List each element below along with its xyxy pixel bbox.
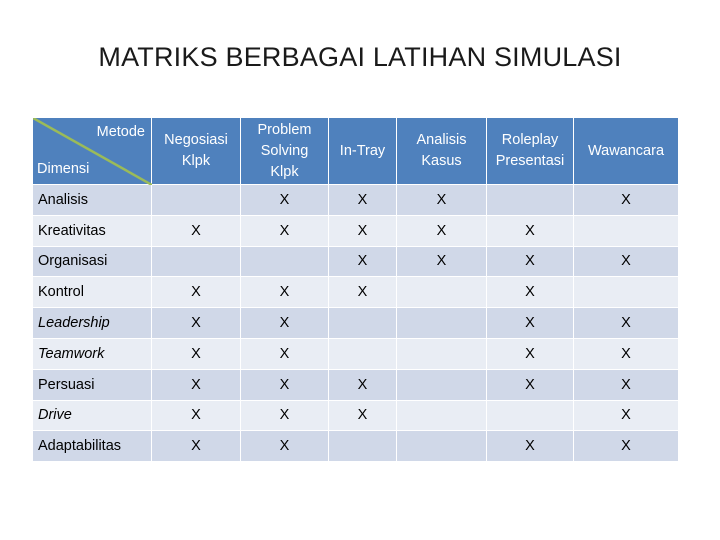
matrix-cell: X [397,246,487,277]
column-header [487,118,574,185]
matrix-cell: X [152,308,241,339]
matrix-cell: X [329,246,397,277]
matrix-cell: X [152,215,241,246]
matrix-cell: X [152,369,241,400]
matrix-cell [397,308,487,339]
table-row [33,246,679,277]
column-header-line: Roleplay [501,132,559,148]
table-row [33,277,679,308]
matrix-cell: X [574,246,679,277]
column-header [574,118,679,185]
matrix-cell [329,431,397,462]
matrix-cell: X [241,277,329,308]
matrix-cell: X [574,431,679,462]
matrix-cell [397,400,487,431]
matrix-cell: X [487,431,574,462]
matrix-cell [152,185,241,216]
matrix-cell: X [241,185,329,216]
matrix-cell [574,215,679,246]
header-row [33,118,679,185]
matrix-cell: X [241,431,329,462]
matrix-cell [574,277,679,308]
matrix-cell [241,246,329,277]
matrix-cell: X [152,400,241,431]
matrix-cell: X [241,308,329,339]
matrix-cell: X [329,369,397,400]
row-label: Kontrol [33,277,152,308]
column-header-line: Wawancara [587,142,665,159]
matrix-cell [397,431,487,462]
matrix-cell: X [574,308,679,339]
matrix-cell: X [574,185,679,216]
matrix-cell: X [152,277,241,308]
matrix-cell: X [241,338,329,369]
table-row [33,185,679,216]
matrix-cell: X [397,185,487,216]
matrix-cell: X [152,338,241,369]
matrix-cell: X [574,338,679,369]
column-header-line: Problem [257,121,312,138]
slide-title: MATRIKS BERBAGAI LATIHAN SIMULASI [98,42,622,72]
matrix-cell: X [241,400,329,431]
column-header [329,118,397,185]
matrix-cell: X [574,400,679,431]
row-label: Leadership [33,308,152,339]
table-row [33,369,679,400]
matrix-cell: X [574,369,679,400]
matrix-cell: X [152,431,241,462]
matrix-cell [397,277,487,308]
corner-method-label: Metode [96,124,145,140]
column-header [241,118,329,185]
row-label: Analisis [33,185,152,216]
matrix-cell [397,338,487,369]
matrix-cell: X [487,246,574,277]
matrix-cell: X [487,338,574,369]
column-header-line: Analisis [416,132,467,148]
matrix-cell [487,185,574,216]
simulation-matrix-table [32,117,679,462]
column-header-line: Negosiasi [164,132,228,148]
table-row [33,338,679,369]
matrix-cell [397,369,487,400]
matrix-cell: X [241,215,329,246]
column-header [397,118,487,185]
matrix-cell [329,308,397,339]
corner-dimension-label: Dimensi [37,161,90,177]
matrix-cell [152,246,241,277]
matrix-cell: X [487,308,574,339]
column-header-line: Kasus [421,153,462,169]
table-row [33,400,679,431]
matrix-cell: X [329,185,397,216]
matrix-cell: X [329,400,397,431]
matrix-cell: X [487,369,574,400]
column-header-line: Presentasi [495,153,565,169]
table-row [33,308,679,339]
table-row [33,431,679,462]
row-label: Kreativitas [33,215,152,246]
column-header-line: In-Tray [339,142,386,159]
column-header-line: Klpk [270,163,299,180]
matrix-cell: X [241,369,329,400]
table-row [33,215,679,246]
row-label: Persuasi [33,369,152,400]
column-header-line: Klpk [181,153,211,169]
matrix-cell [329,338,397,369]
matrix-cell [487,400,574,431]
matrix-cell: X [487,277,574,308]
row-label: Adaptabilitas [33,431,152,462]
row-label: Organisasi [33,246,152,277]
row-label: Teamwork [33,338,152,369]
matrix-cell: X [329,277,397,308]
matrix-cell: X [487,215,574,246]
row-label: Drive [33,400,152,431]
column-header-line: Solving [260,142,309,159]
corner-header-cell [33,118,152,185]
column-header [152,118,241,185]
matrix-cell: X [397,215,487,246]
matrix-cell: X [329,215,397,246]
